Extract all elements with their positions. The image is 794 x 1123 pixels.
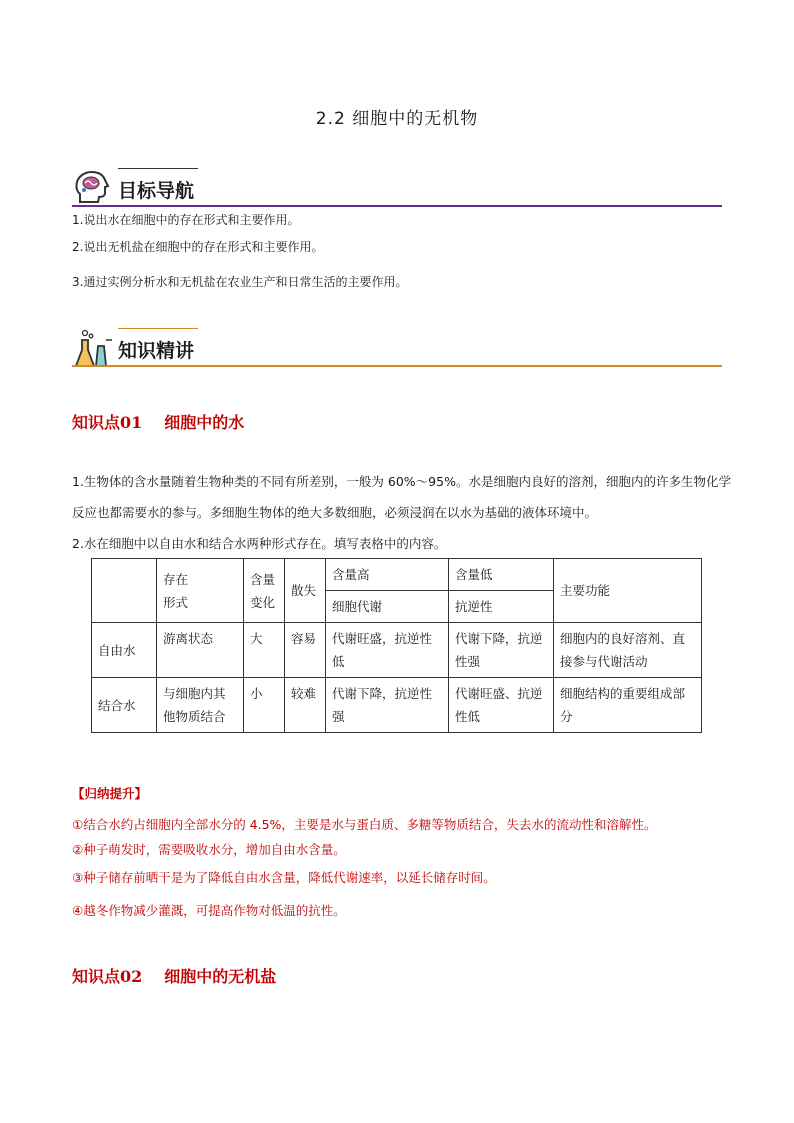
col-loss-header: 散失 — [285, 559, 326, 623]
kp2-title: 细胞中的无机盐 — [164, 967, 277, 986]
goal-item: 3.通过实例分析水和无机盐在农业生产和日常生活的主要作用。 — [72, 275, 408, 289]
cell-function: 细胞内的良好溶剂、直接参与代谢活动 — [554, 623, 702, 678]
summary-item: ②种子萌发时，需要吸收水分，增加自由水含量。 — [72, 842, 346, 857]
table-row — [92, 623, 702, 678]
kp2-heading — [72, 964, 298, 987]
cell-form: 游离状态 — [157, 623, 244, 678]
brain-head-icon — [72, 168, 114, 210]
cell-form: 与细胞内其他物质结合 — [157, 678, 244, 733]
kp1-heading — [72, 410, 266, 433]
row-name: 自由水 — [92, 623, 157, 678]
summary-item: ③种子储存前晒干是为了降低自由水含量，降低代谢速率，以延长储存时间。 — [72, 870, 496, 885]
goals-heading: 目标导航 — [118, 180, 195, 202]
table-corner — [92, 559, 157, 623]
cell-change: 大 — [244, 623, 285, 678]
goal-item: 2.说出无机盐在细胞中的存在形式和主要作用。 — [72, 240, 324, 254]
col-function-header: 主要功能 — [554, 559, 702, 623]
header-top-rule — [118, 328, 198, 329]
cell-function: 细胞结构的重要组成部分 — [554, 678, 702, 733]
page-title: 2.2 细胞中的无机物 — [315, 109, 479, 129]
goals-divider — [72, 205, 722, 207]
kp1-paragraph-2: 2.水在细胞中以自由水和结合水两种形式存在。填写表格中的内容。 — [72, 536, 447, 551]
cell-low: 代谢旺盛、抗逆性低 — [449, 678, 554, 733]
table-row — [92, 678, 702, 733]
col-low-sub-header: 抗逆性 — [449, 591, 554, 623]
col-low-header: 含量低 — [449, 559, 554, 591]
summary-item: ④越冬作物减少灌溉，可提高作物对低温的抗性。 — [72, 903, 346, 918]
kp2-number: 知识点02 — [72, 967, 143, 986]
row-name: 结合水 — [92, 678, 157, 733]
cell-low: 代谢下降，抗逆性强 — [449, 623, 554, 678]
cell-loss: 较难 — [285, 678, 326, 733]
knowledge-heading: 知识精讲 — [118, 340, 195, 362]
col-form-header: 存在 形式 — [157, 559, 244, 623]
kp1-paragraph-1: 1.生物体的含水量随着生物种类的不同有所差别，一般为 60%～95%。水是细胞内良好的溶剂，细胞内的许多生物化学反应也都需要水的参与。多细胞生物体的绝大多数细胞，必须浸润在以水为基础的液体环境中。 — [72, 474, 731, 520]
header-top-rule — [118, 168, 198, 169]
cell-high: 代谢下降，抗逆性强 — [326, 678, 449, 733]
water-forms-table — [91, 558, 702, 733]
col-high-sub-header: 细胞代谢 — [326, 591, 449, 623]
goal-item: 1.说出水在细胞中的存在形式和主要作用。 — [72, 213, 300, 227]
knowledge-divider — [72, 365, 722, 367]
cell-loss: 容易 — [285, 623, 326, 678]
kp1-number: 知识点01 — [72, 413, 143, 432]
cell-change: 小 — [244, 678, 285, 733]
lab-flask-icon — [72, 328, 114, 370]
goals-section-header — [72, 168, 722, 212]
summary-item: ①结合水约占细胞内全部水分的 4.5%，主要是水与蛋白质、多糖等物质结合，失去水的流动性和溶解性。 — [72, 817, 657, 832]
cell-high: 代谢旺盛，抗逆性低 — [326, 623, 449, 678]
col-high-header: 含量高 — [326, 559, 449, 591]
knowledge-section-header — [72, 328, 722, 372]
summary-heading: 【归纳提升】 — [72, 786, 148, 801]
col-change-header: 含量 变化 — [244, 559, 285, 623]
kp1-title: 细胞中的水 — [164, 413, 245, 432]
